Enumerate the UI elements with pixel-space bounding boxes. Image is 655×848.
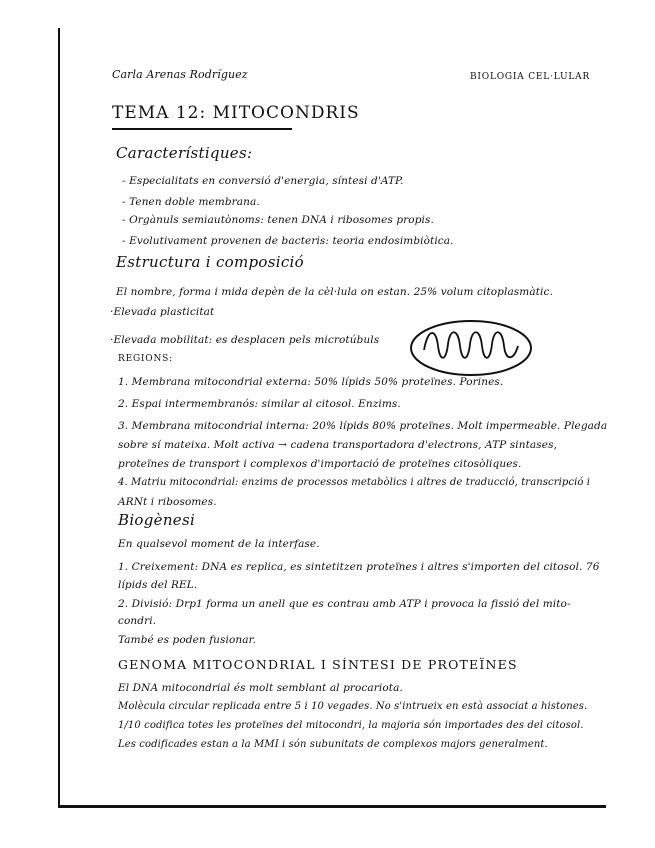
biogenesi-line: 1. Creixement: DNA es replica, es sintetitzen proteïnes i altres s'importen del citosol. 76 — [118, 561, 600, 573]
regions-label: REGIONS: — [118, 354, 173, 364]
biogenesi-line: En qualsevol moment de la interfase. — [118, 538, 320, 550]
caracteristiques-item: - Tenen doble membrana. — [122, 196, 260, 208]
heading-biogenesi: Biogènesi — [118, 511, 196, 529]
subject-label: BIOLOGIA CEL·LULAR — [470, 72, 591, 82]
biogenesi-line: 2. Divisió: Drp1 forma un anell que es contrau amb ATP i provoca la fissió del mito- — [118, 598, 571, 610]
biogenesi-line: També es poden fusionar. — [118, 634, 257, 646]
region-line: 3. Membrana mitocondrial interna: 20% lípids 80% proteïnes. Molt impermeable. Plegada — [118, 420, 608, 432]
region-line: ARNt i ribosomes. — [118, 496, 217, 508]
estructura-line: ·Elevada mobilitat: es desplacen pels microtúbuls — [110, 334, 380, 346]
estructura-line: El nombre, forma i mida depèn de la cèl·lula on estan. 25% volum citoplasmàtic. — [116, 286, 553, 298]
heading-genoma: GENOMA MITOCONDRIAL I SÍNTESI DE PROTEÏNES — [118, 657, 518, 672]
heading-estructura: Estructura i composició — [116, 253, 304, 271]
genoma-line: Les codificades estan a la MMI i són subunitats de complexos majors generalment. — [118, 739, 548, 750]
biogenesi-line: lípids del REL. — [118, 579, 198, 591]
mitochondrion-drawing-icon — [406, 316, 536, 380]
region-line: proteïnes de transport i complexos d'importació de proteïnes citosòliques. — [118, 458, 522, 470]
genoma-line: 1/10 codifica totes les proteïnes del mitocondri, la majoria són importades des del citosol. — [118, 720, 584, 731]
author-name: Carla Arenas Rodríguez — [112, 68, 248, 81]
region-line: 4. Matriu mitocondrial: enzims de processos metabòlics i altres de traducció, transcripció i — [118, 477, 591, 488]
genoma-line: Molècula circular replicada entre 5 i 10 vegades. No s'intrueix en està associat a histones. — [118, 701, 588, 712]
estructura-line: ·Elevada plasticitat — [110, 306, 215, 318]
caracteristiques-item: - Especialitats en conversió d'energia, síntesi d'ATP. — [122, 175, 404, 187]
biogenesi-line: condri. — [118, 615, 157, 627]
region-line: 2. Espai intermembranós: similar al citosol. Enzims. — [118, 398, 401, 410]
region-line: 1. Membrana mitocondrial externa: 50% lípids 50% proteïnes. Porines. — [118, 376, 504, 388]
caracteristiques-item: - Orgànuls semiautònoms: tenen DNA i ribosomes propis. — [122, 214, 434, 226]
heading-caracteristiques: Característiques: — [116, 144, 253, 162]
title-underline — [112, 128, 292, 130]
region-line: sobre sí mateixa. Molt activa → cadena transportadora d'electrons, ATP sintases, — [118, 439, 558, 451]
caracteristiques-item: - Evolutivament provenen de bacteris: teoria endosimbiòtica. — [122, 235, 454, 247]
page-title: TEMA 12: MITOCONDRIS — [112, 103, 360, 123]
genoma-line: El DNA mitocondrial és molt semblant al procariota. — [118, 682, 403, 694]
